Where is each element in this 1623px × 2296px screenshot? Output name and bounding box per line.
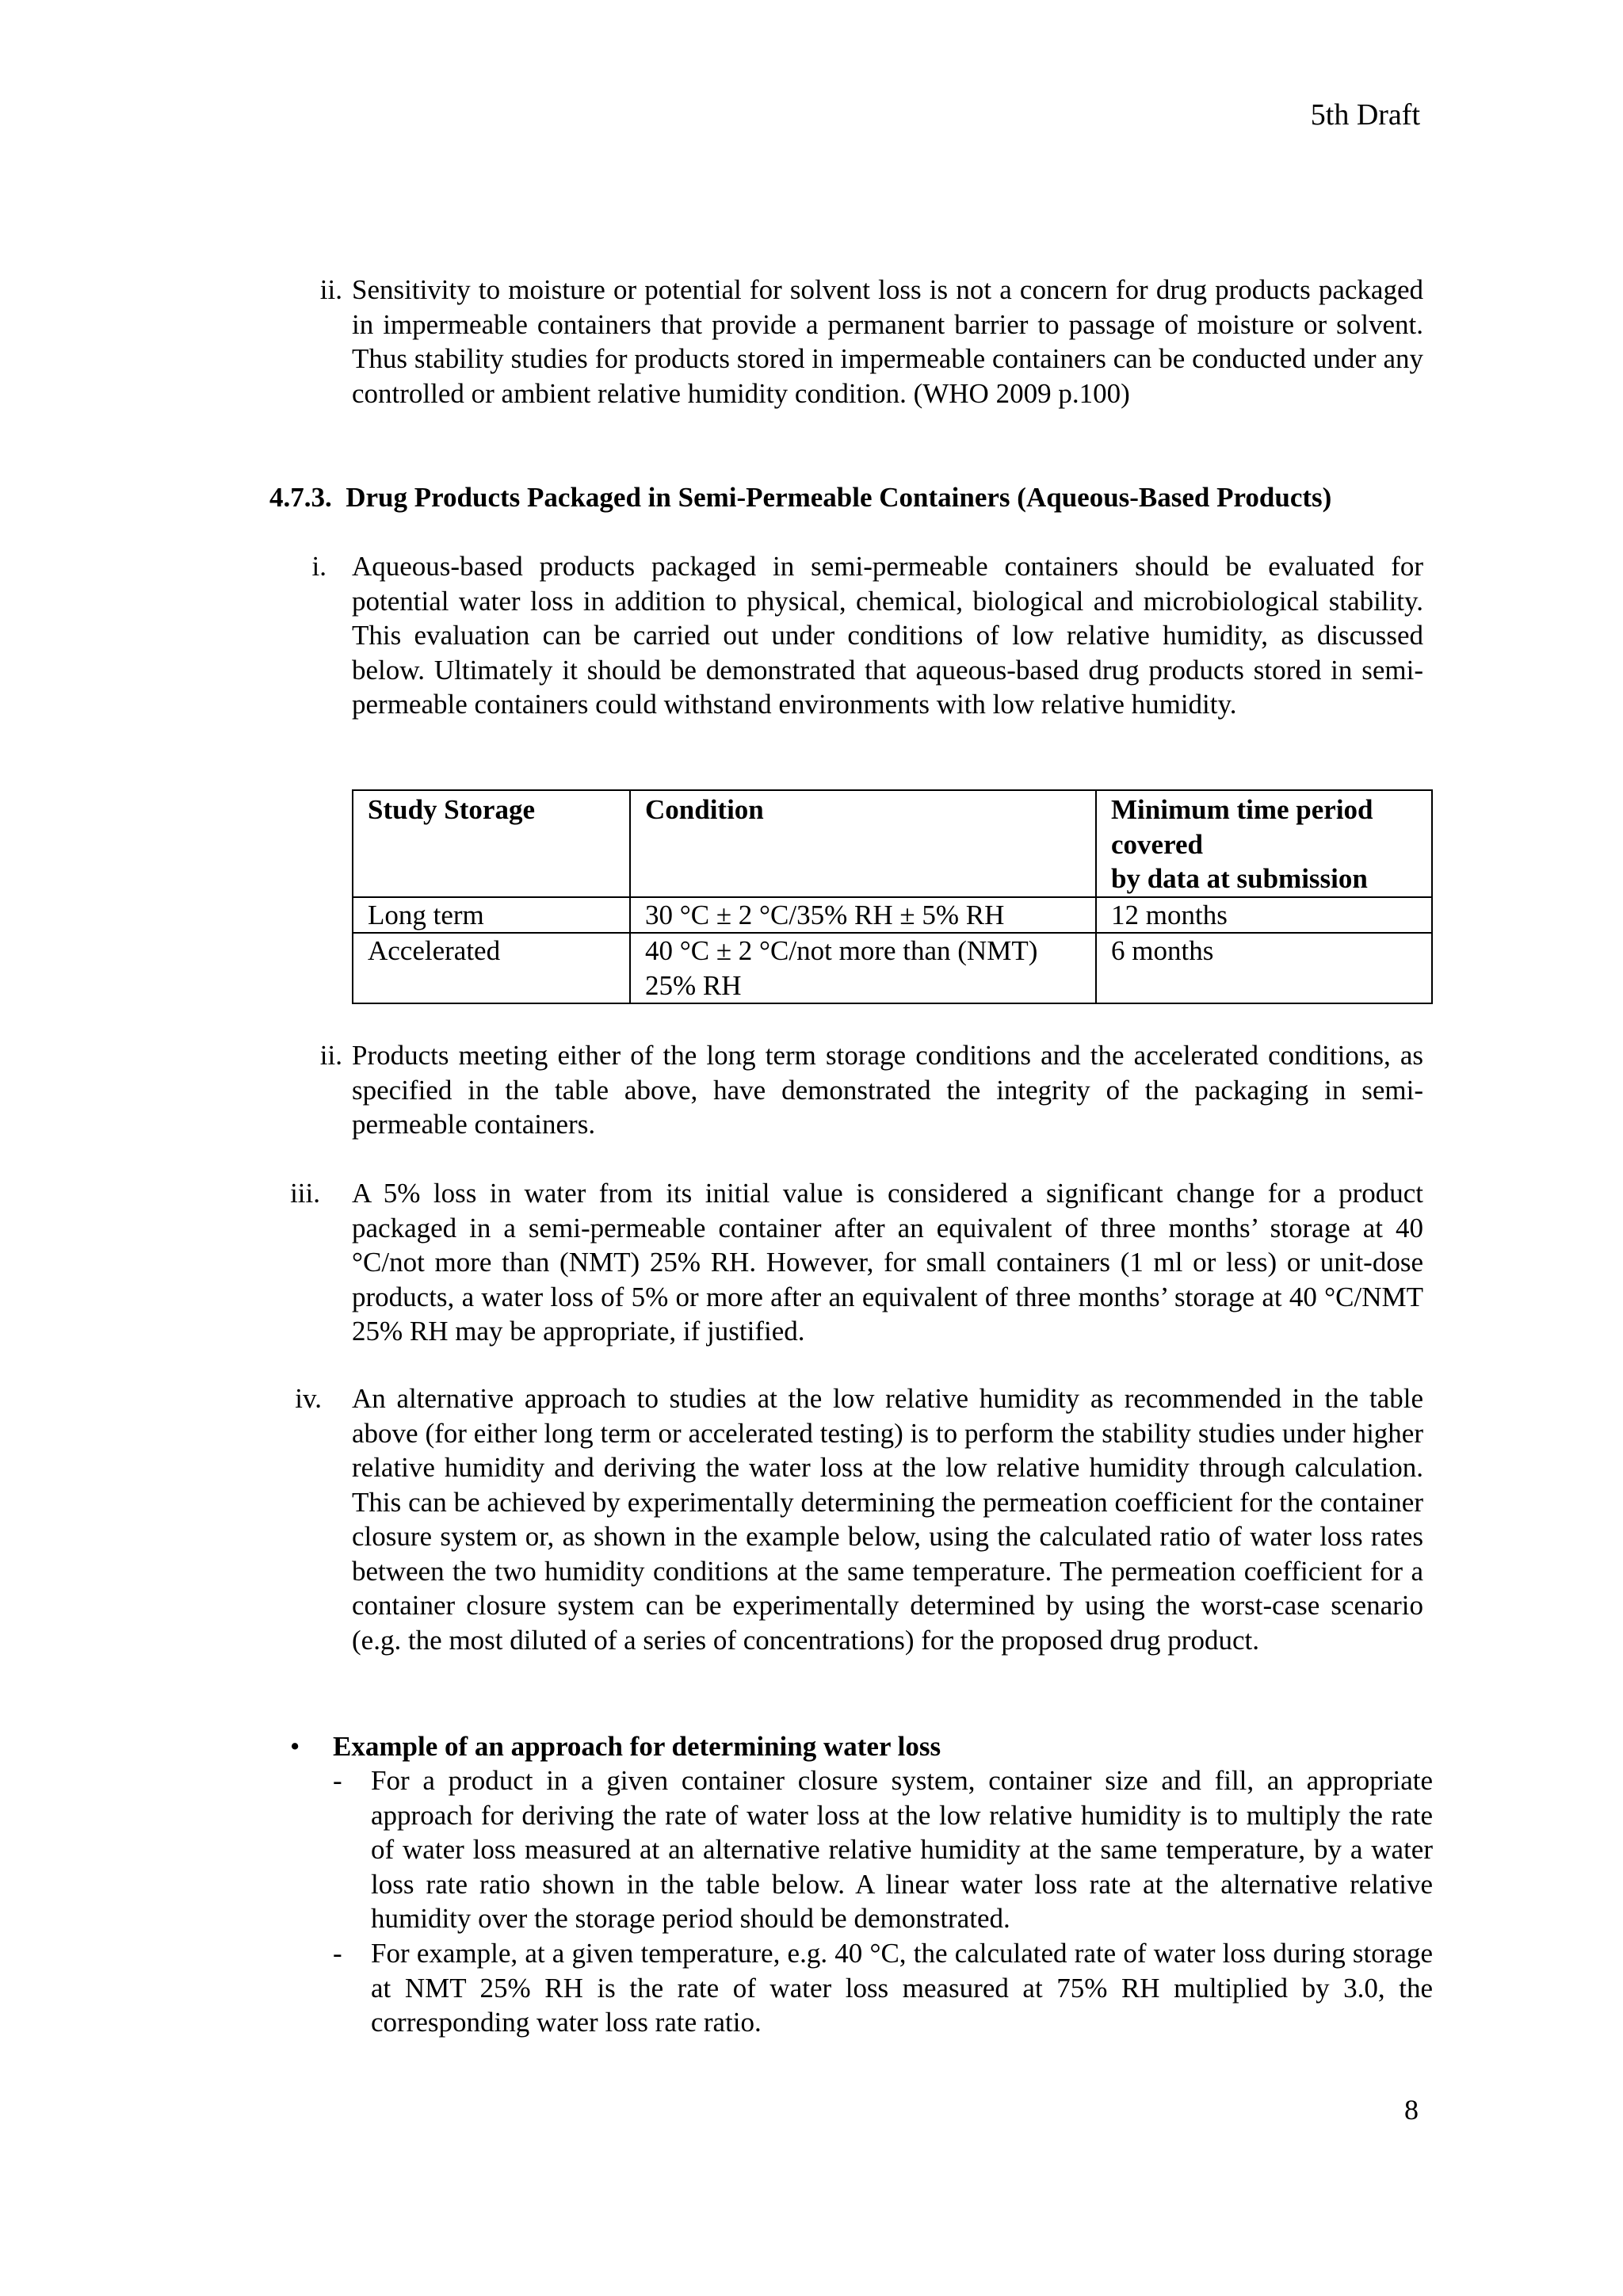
example-point-2: For example, at a given temperature, e.g. 40 °C, the calculated rate of water loss during storage at NMT 25% RH is the rate of water loss measured at 75% RH multiplied by 3.0, the corresponding water loss rate ratio. — [371, 1938, 1433, 2038]
header-min-time-line3: by data at submission — [1111, 863, 1368, 894]
paragraph-iv: An alternative approach to studies at the low relative humidity as recommended in the table above (for either long term or accelerated testing) is to perform the stability studies under higher relative humidity and deriving the water loss at the low relative humidity through calculation. This can be achieved by experimentally determining the permeation coefficient for the container closure system or, as shown in the example below, using the calculated ratio of water loss rates between the two humidity conditions at the same temperature. The permeation coefficient for a container closure system can be experimentally determined by using the worst-case scenario (e.g. the most diluted of a series of concentrations) for the proposed drug product. — [352, 1383, 1423, 1656]
paragraph-iii: A 5% loss in water from its initial value is considered a significant change for a product packaged in a semi-permeable container after an equivalent of three months’ storage at 40 °C/not more than (NMT) 25% RH. However, for small containers (1 ml or less) or unit-dose products, a water loss of 5% or more after an equivalent of three months’ storage at 40 °C/NMT 25% RH may be appropriate, if justified. — [352, 1178, 1423, 1347]
list-marker-i: i. — [311, 551, 327, 582]
header-min-time-line1: Minimum time period — [1111, 794, 1373, 825]
list-marker-iii: iii. — [290, 1178, 320, 1209]
header-condition: Condition — [630, 790, 1096, 897]
header-min-time-line2: covered — [1111, 828, 1203, 860]
cell-time: 12 months — [1096, 897, 1432, 934]
cell-condition: 30 °C ± 2 °C/35% RH ± 5% RH — [630, 897, 1096, 934]
section-title: Drug Products Packaged in Semi-Permeable Containers (Aqueous-Based Products) — [346, 482, 1332, 513]
section-number: 4.7.3. — [269, 482, 332, 513]
list-marker-ii: ii. — [319, 1040, 342, 1071]
table-row — [353, 897, 1432, 934]
list-marker-ii-top: ii. — [319, 274, 342, 305]
cell-study: Accelerated — [353, 933, 630, 1003]
dash-marker: - — [333, 1938, 342, 1969]
cell-condition: 40 °C ± 2 °C/not more than (NMT) 25% RH — [630, 933, 1096, 1003]
table-row — [353, 933, 1432, 1003]
section-heading — [269, 480, 1331, 515]
header-minimum-time — [1096, 790, 1432, 897]
header-study-storage: Study Storage — [353, 790, 630, 897]
example-point-1: For a product in a given container closure system, container size and fill, an appropriate approach for deriving the rate of water loss at the low relative humidity is to multiply the rate of water loss measured at an alternative relative humidity at the same temperature, by a water loss rate ratio shown in the table below. A linear water loss rate at the alternative relative humidity over the storage period should be demonstrated. — [371, 1765, 1433, 1934]
draft-label: 5th Draft — [1310, 98, 1420, 132]
table-header-row — [353, 790, 1432, 897]
example-heading: Example of an approach for determining water loss — [333, 1731, 941, 1762]
list-marker-iv: iv. — [295, 1383, 322, 1414]
dash-marker: - — [333, 1765, 342, 1796]
cell-time: 6 months — [1096, 933, 1432, 1003]
page-number: 8 — [1404, 2094, 1419, 2126]
bullet-icon: • — [290, 1731, 300, 1762]
cell-study: Long term — [353, 897, 630, 934]
paragraph-i: Aqueous-based products packaged in semi-permeable containers should be evaluated for potential water loss in addition to physical, chemical, biological and microbiological stability. This evaluation can be carried out under conditions of low relative humidity, as discussed below. Ultimately it should be demonstrated that aqueous-based drug products stored in semi-permeable containers could withstand environments with low relative humidity. — [352, 551, 1423, 720]
paragraph-ii-top: Sensitivity to moisture or potential for solvent loss is not a concern for drug products packaged in impermeable containers that provide a permanent barrier to passage of moisture or solvent. Thus stability studies for products stored in impermeable containers can be conducted under any controlled or ambient relative humidity condition. (WHO 2009 p.100) — [352, 274, 1423, 409]
paragraph-ii: Products meeting either of the long term storage conditions and the accelerated conditions, as specified in the table above, have demonstrated the integrity of the packaging in semi-permeable containers. — [352, 1040, 1423, 1140]
storage-conditions-table — [352, 789, 1433, 1004]
